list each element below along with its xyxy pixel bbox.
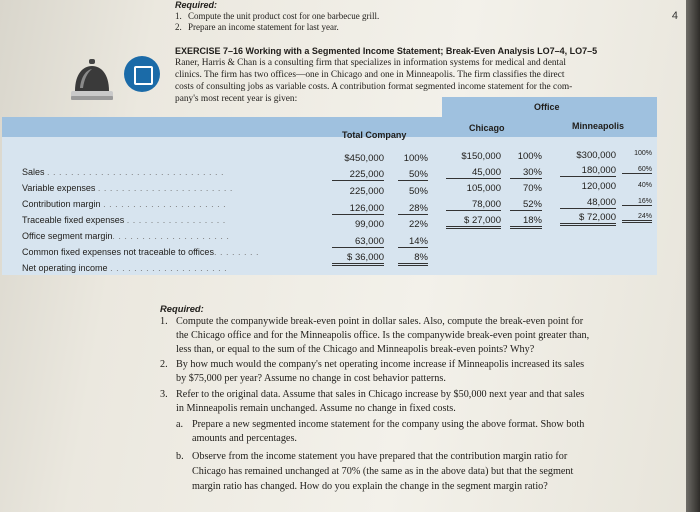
total-common-fixed-pct: 14% — [398, 236, 428, 248]
total-cm-pct: 50% — [408, 186, 428, 197]
minneapolis-traceable-pct: 16% — [622, 198, 652, 206]
minneapolis-variable-pct: 60% — [622, 166, 652, 174]
total-noi: $ 36,000 — [332, 252, 384, 266]
page-number: 4 — [671, 10, 678, 22]
exercise-text-line: clinics. The firm has two offices—one in Chicago and one in Minneapolis. The firm classifies the direct — [175, 70, 565, 80]
exercise-icon — [124, 56, 160, 92]
required-subitem-a-line: amounts and percentages. — [192, 433, 297, 444]
required-item-1-line: less than, or equal to the sum of the Chicago and Minneapolis break-even points? Why? — [176, 344, 535, 355]
required-subitem-b-line: Chicago has remained unchanged at 70% (the same as in the above data) but that the segment — [192, 466, 574, 477]
total-sales-pct: 100% — [403, 153, 428, 164]
row-label-common-fixed: Common fixed expenses not traceable to offices. . . . . . . . — [22, 247, 259, 257]
required-item-1-line: the Chicago office and for the Minneapolis office. Is the companywide break-even point greater than, — [176, 330, 590, 341]
column-header-band — [2, 117, 657, 137]
col-total-company: Total Company — [342, 130, 407, 140]
segmented-income-statement — [2, 97, 657, 275]
chicago-traceable: 78,000 — [446, 199, 501, 211]
top-required-item: 2. Prepare an income statement for last year. — [175, 22, 339, 32]
total-segment-margin-pct: 22% — [408, 219, 428, 230]
exercise-text-line: pany's most recent year is given: — [175, 94, 298, 104]
chicago-sales: $150,000 — [461, 151, 501, 162]
chicago-traceable-pct: 52% — [510, 199, 542, 211]
minneapolis-cm-pct: 40% — [637, 182, 652, 189]
minneapolis-sales-pct: 100% — [634, 150, 652, 157]
row-label-net-operating-income: Net operating income . . . . . . . . . . . . . . . . . . . . — [22, 263, 228, 273]
required-item-2: 2. By how much would the company's net operating income increase if Minneapolis increased its sales — [160, 359, 585, 370]
minneapolis-cm: 120,000 — [581, 181, 616, 192]
required-title: Required: — [160, 303, 204, 314]
total-noi-pct: 8% — [398, 252, 428, 266]
exercise-text-line: costs of consulting jobs as variable costs. A contribution format segmented income statement for the com- — [175, 82, 573, 92]
required-item-2-line: by $75,000 per year? Assume no change in cost behavior patterns. — [176, 373, 446, 384]
minneapolis-segment-margin-pct: 24% — [622, 213, 652, 223]
chicago-segment-margin-pct: 18% — [510, 215, 542, 229]
chicago-sales-pct: 100% — [517, 151, 542, 162]
required-subitem-a: a. Prepare a new segmented income statement for the company using the above format. Show both — [176, 419, 585, 430]
top-required-item: 1. Compute the unit product cost for one barbecue grill. — [175, 11, 380, 21]
total-traceable-pct: 28% — [398, 203, 428, 215]
required-subitem-b-line: margin ratio has changed. How do you explain the change in the segment margin ratio? — [192, 481, 548, 492]
chicago-variable-pct: 30% — [510, 167, 542, 179]
chicago-cm: 105,000 — [466, 183, 501, 194]
total-cm: 225,000 — [349, 186, 384, 197]
minneapolis-variable: 180,000 — [560, 165, 616, 177]
required-subitem-b: b. Observe from the income statement you have prepared that the contribution margin ratio for — [176, 451, 568, 462]
required-item-3-line: in Minneapolis remain unchanged. Assume no change in fixed costs. — [176, 403, 456, 414]
total-traceable: 126,000 — [332, 203, 384, 215]
chicago-variable: 45,000 — [446, 167, 501, 179]
total-common-fixed: 63,000 — [332, 236, 384, 248]
total-variable-pct: 50% — [398, 169, 428, 181]
col-minneapolis: Minneapolis — [572, 121, 625, 131]
row-label-contribution-margin: Contribution margin . . . . . . . . . . . . . . . . . . . . . — [22, 199, 227, 209]
required-item-1: 1. Compute the companywide break-even point in dollar sales. Also, compute the break-even point for — [160, 316, 584, 327]
total-segment-margin: 99,000 — [354, 219, 384, 230]
office-header: Office — [534, 102, 560, 112]
row-label-office-segment-margin: Office segment margin. . . . . . . . . . . . . . . . . . . . — [22, 231, 230, 241]
row-label-variable-expenses: Variable expenses . . . . . . . . . . . . . . . . . . . . . . . — [22, 183, 233, 193]
minneapolis-traceable: 48,000 — [560, 197, 616, 209]
chicago-cm-pct: 70% — [522, 183, 542, 194]
chicago-segment-margin: $ 27,000 — [446, 215, 501, 229]
minneapolis-sales: $300,000 — [576, 150, 616, 161]
total-sales: $450,000 — [344, 153, 384, 164]
exercise-text-line: Raner, Harris & Chan is a consulting firm that specializes in information systems for medical and dental — [175, 58, 566, 68]
required-item-3: 3. Refer to the original data. Assume that sales in Chicago increase by $50,000 next year and that sales — [160, 389, 585, 400]
total-variable: 225,000 — [332, 169, 384, 181]
minneapolis-segment-margin: $ 72,000 — [560, 212, 616, 226]
col-chicago: Chicago — [469, 123, 505, 133]
row-label-traceable-fixed: Traceable fixed expenses . . . . . . . . . . . . . . . . . — [22, 215, 226, 225]
exercise-title: EXERCISE 7–16 Working with a Segmented Income Statement; Break-Even Analysis LO7–4, LO7–5 — [175, 46, 598, 56]
top-required-title: Required: — [175, 0, 218, 10]
row-label-sales: Sales . . . . . . . . . . . . . . . . . . . . . . . . . . . . . . — [22, 167, 225, 177]
